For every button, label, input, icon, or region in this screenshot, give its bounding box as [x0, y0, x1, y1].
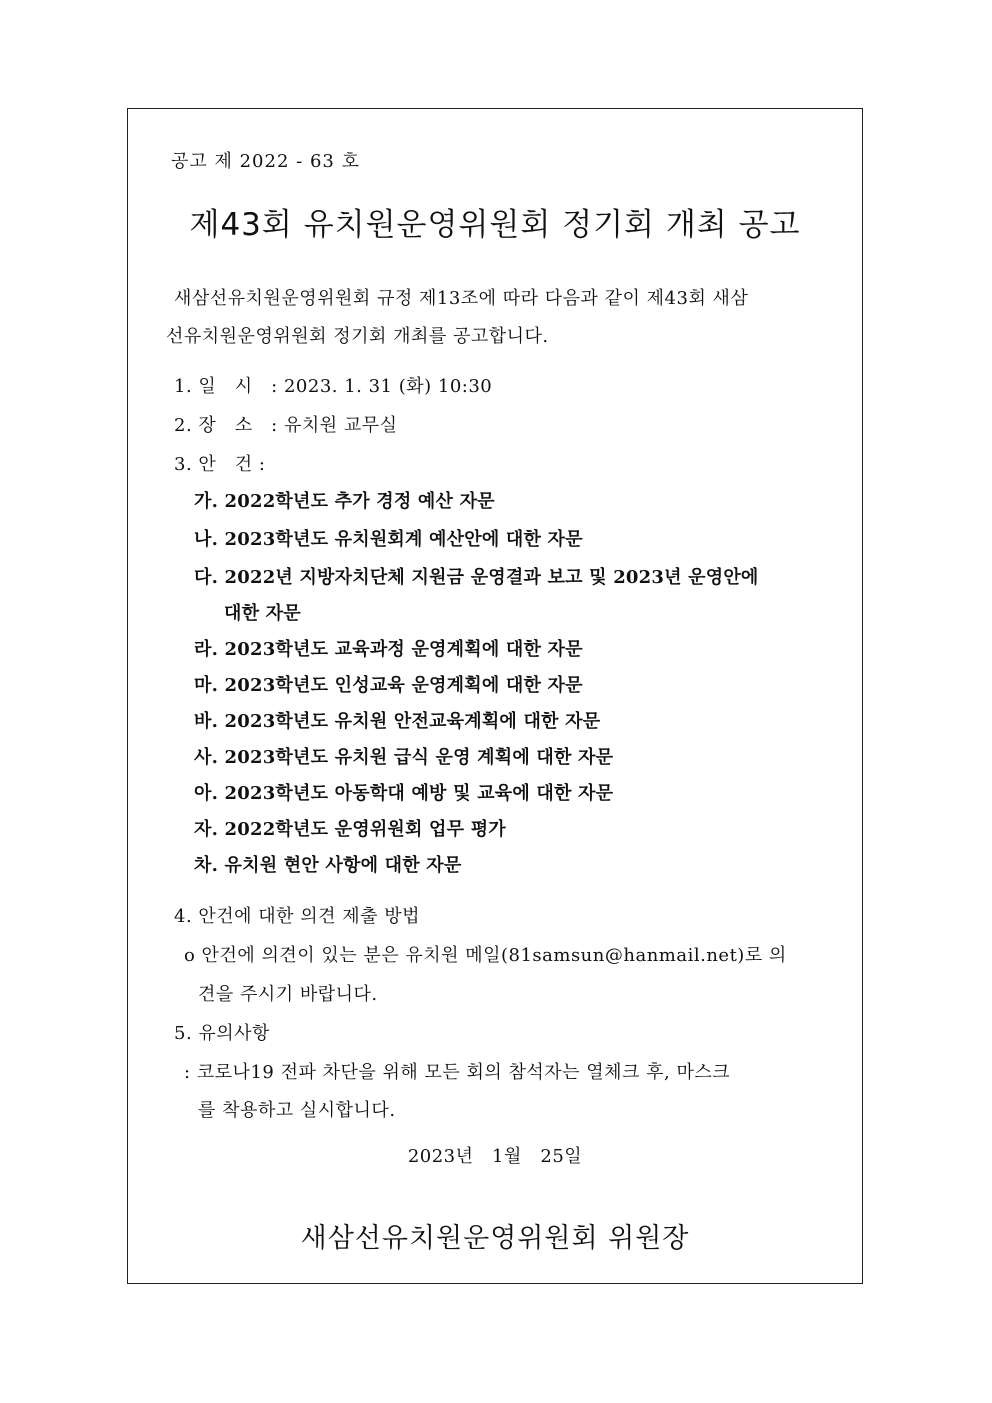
opinion-header: 4. 안건에 대한 의견 제출 방법 — [174, 906, 421, 927]
agenda-item: 가. 2022학년도 추가 경정 예산 자문 — [194, 491, 495, 512]
opinion-line-2: 견을 주시기 바랍니다. — [198, 984, 378, 1005]
notice-frame — [127, 108, 863, 1284]
opinion-line-1: o 안건에 의견이 있는 분은 유치원 메일(81samsun@hanmail.net)로 의 — [184, 945, 787, 966]
notes-line-1: : 코로나19 전파 차단을 위해 모든 회의 참석자는 열체크 후, 마스크 — [184, 1062, 731, 1083]
page-title: 제43회 유치원운영위원회 정기회 개최 공고 — [189, 207, 801, 243]
intro-line-2: 선유치원운영위원회 정기회 개최를 공고합니다. — [166, 326, 549, 347]
agenda-item: 사. 2023학년도 유치원 급식 운영 계획에 대한 자문 — [194, 747, 614, 768]
meeting-place: 2. 장 소 : 유치원 교무실 — [174, 415, 398, 436]
committee-chair: 새삼선유치원운영위원회 위원장 — [300, 1223, 690, 1254]
agenda-item: 라. 2023학년도 교육과정 운영계획에 대한 자문 — [194, 639, 583, 660]
notes-header: 5. 유의사항 — [174, 1023, 270, 1044]
agenda-header: 3. 안 건 : — [174, 454, 266, 475]
agenda-item: 차. 유치원 현안 사항에 대한 자문 — [194, 855, 462, 876]
agenda-item: 마. 2023학년도 인성교육 운영계획에 대한 자문 — [194, 675, 583, 696]
agenda-item: 자. 2022학년도 운영위원회 업무 평가 — [194, 819, 506, 840]
notice-date: 2023년 1월 25일 — [407, 1146, 583, 1167]
agenda-item: 나. 2023학년도 유치원회계 예산안에 대한 자문 — [194, 529, 583, 550]
agenda-item: 아. 2023학년도 아동학대 예방 및 교육에 대한 자문 — [194, 783, 614, 804]
meeting-date: 1. 일 시 : 2023. 1. 31 (화) 10:30 — [174, 376, 493, 397]
notice-number: 공고 제 2022 - 63 호 — [171, 151, 360, 172]
agenda-item-continuation: 대한 자문 — [224, 603, 301, 624]
notes-line-2: 를 착용하고 실시합니다. — [198, 1100, 396, 1121]
agenda-item: 바. 2023학년도 유치원 안전교육계획에 대한 자문 — [194, 711, 601, 732]
intro-line-1: 새삼선유치원운영위원회 규정 제13조에 따라 다음과 같이 제43회 새삼 — [174, 288, 749, 309]
agenda-item: 다. 2022년 지방자치단체 지원금 운영결과 보고 및 2023년 운영안에 — [194, 567, 759, 588]
